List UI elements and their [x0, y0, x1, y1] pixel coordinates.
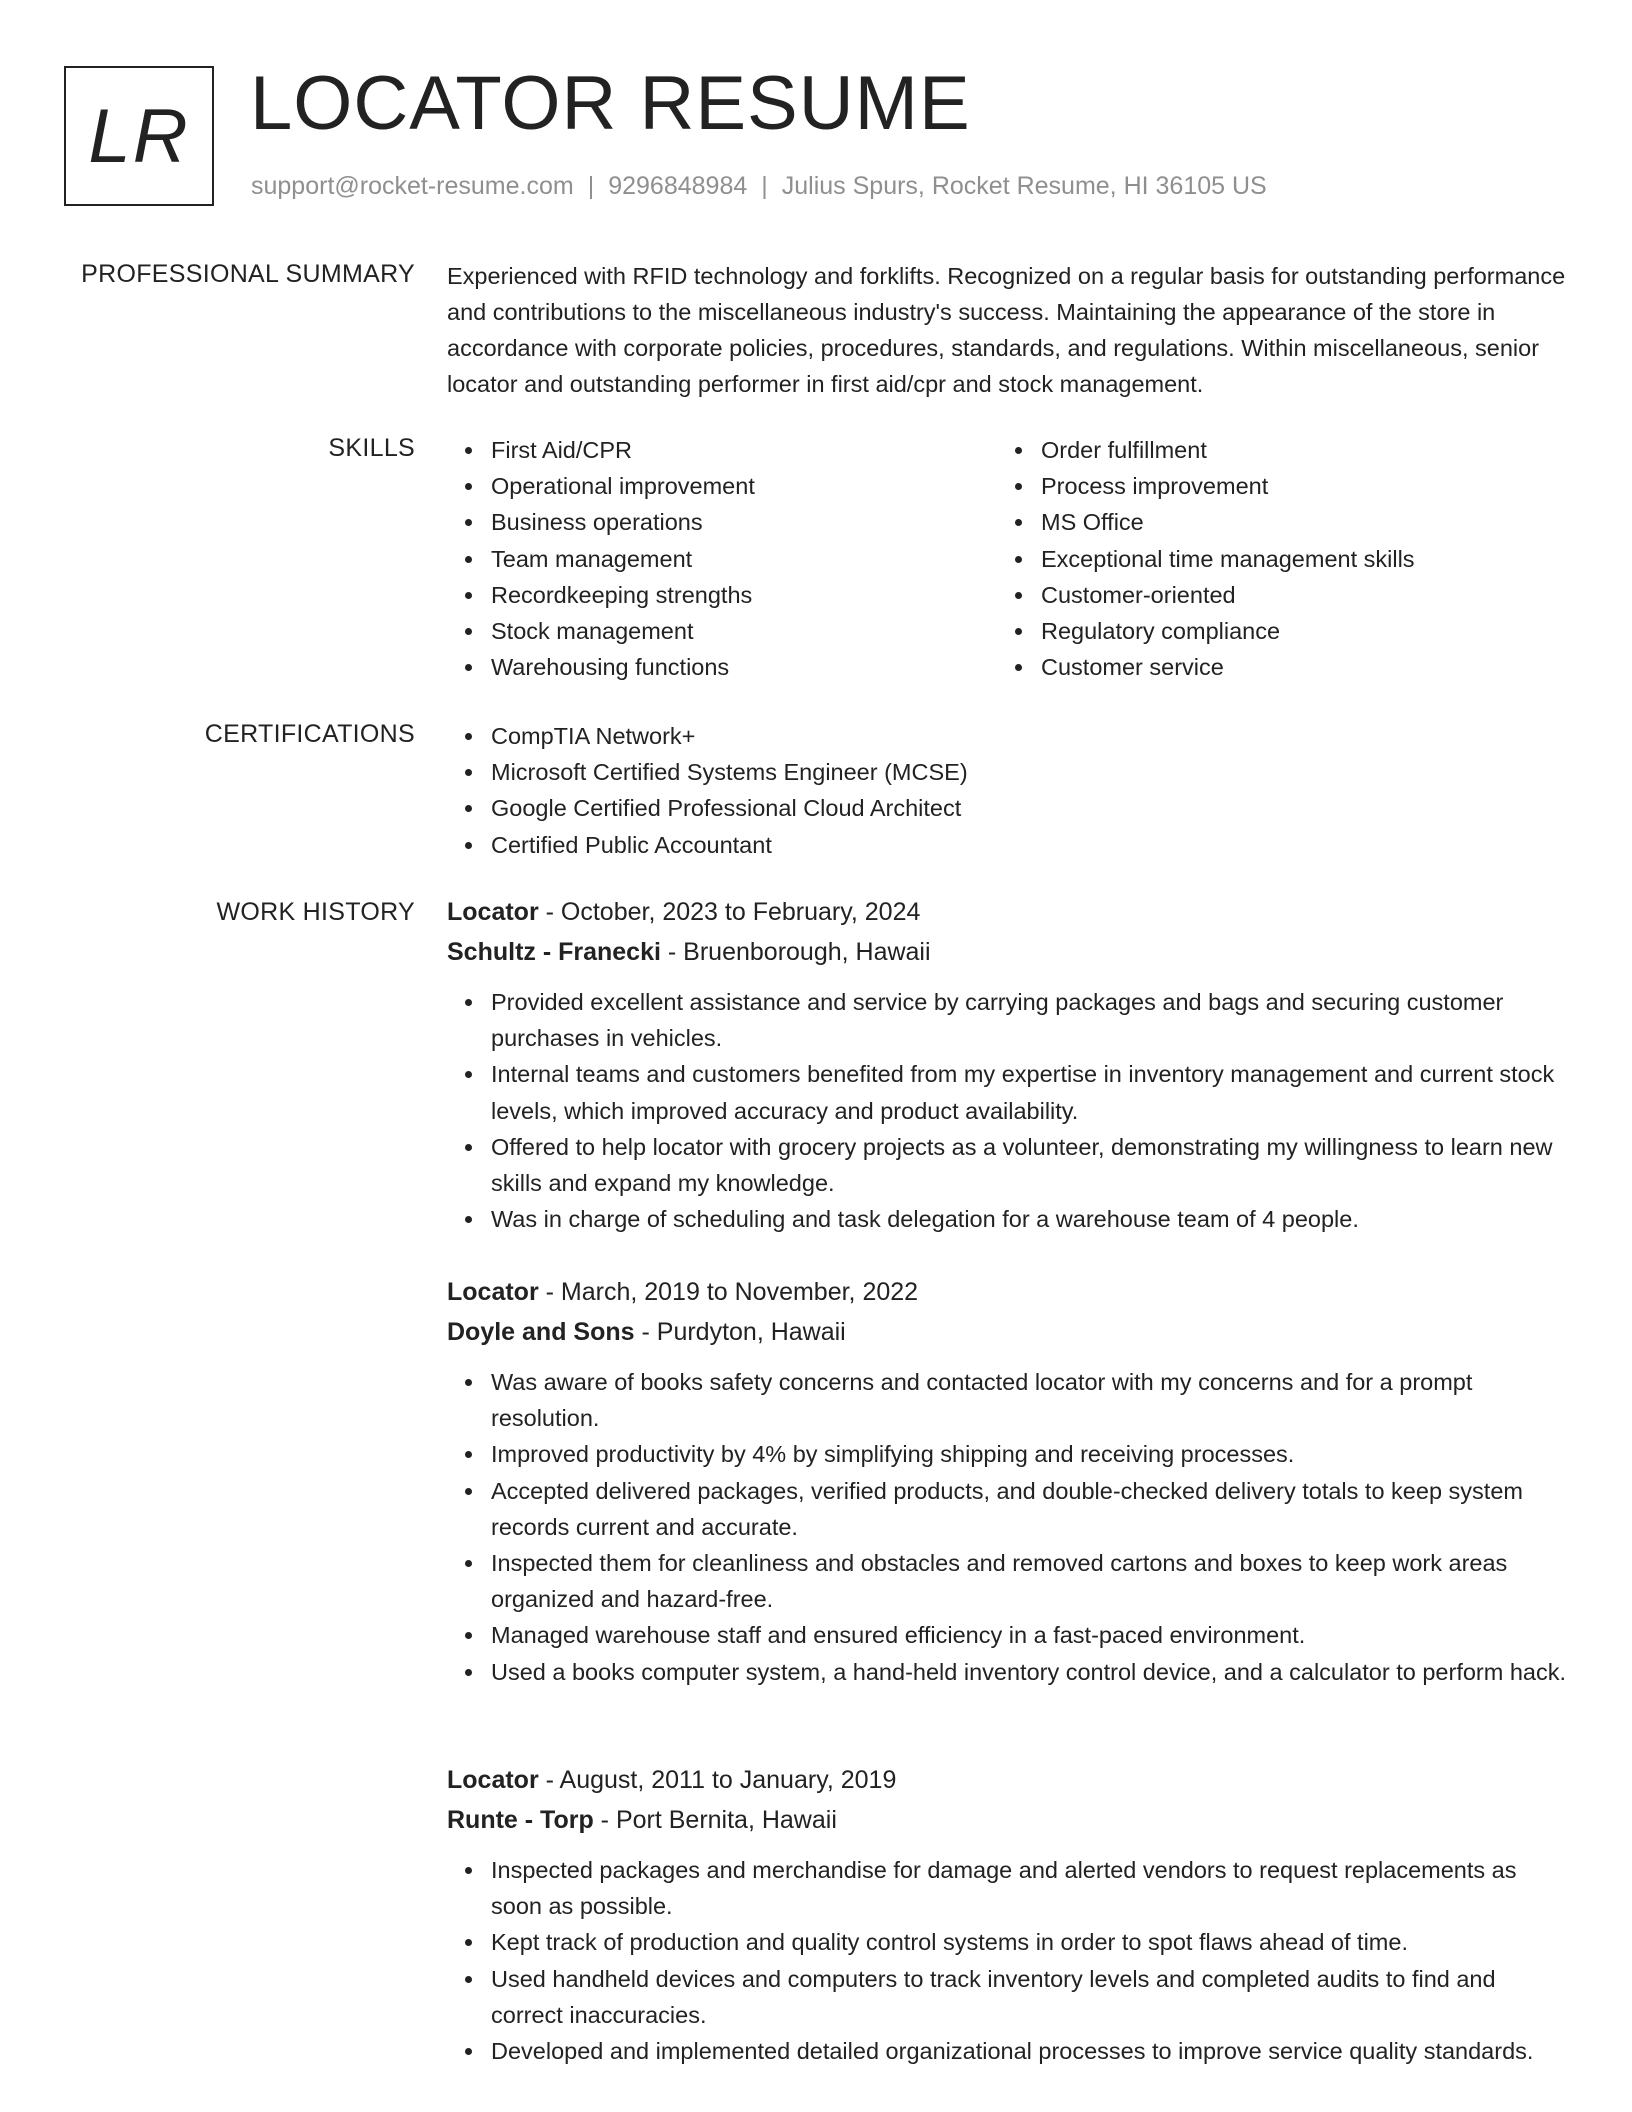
contact-separator: |	[587, 172, 595, 200]
job-bullet-item: Internal teams and customers benefited from my expertise in inventory management and current stock levels, which improved accuracy and product availability.	[491, 1056, 1567, 1128]
job-bullet-item: Developed and implemented detailed organizational processes to improve service quality standards.	[491, 2033, 1567, 2069]
job-dates: - October, 2023 to February, 2024	[538, 898, 921, 926]
section-label-certifications: CERTIFICATIONS	[204, 720, 415, 748]
job-bullet-item: Managed warehouse staff and ensured efficiency in a fast-paced environment.	[491, 1617, 1567, 1653]
skill-item: Regulatory compliance	[1041, 613, 1547, 649]
summary-text: Experienced with RFID technology and forklifts. Recognized on a regular basis for outstanding performance and contributions to the miscellaneous industry's success. Maintaining the appearance of the store in accordance with corporate policies, procedures, standards, and regulations. Within miscellaneous, senior locator and outstanding performer in first aid/cpr and stock management.	[447, 263, 1566, 397]
job-bullet-item: Used a books computer system, a hand-held inventory control device, and a calculator to perform hack.	[491, 1654, 1567, 1690]
job-entry	[447, 1272, 1567, 1690]
job-bullet-item: Inspected them for cleanliness and obstacles and removed cartons and boxes to keep work areas organized and hazard-free.	[491, 1545, 1567, 1617]
job-bullet-item: Provided excellent assistance and service by carrying packages and bags and securing customer purchases in vehicles.	[491, 984, 1567, 1056]
contact-phone: 9296848984	[608, 172, 748, 200]
section-label-work-history: WORK HISTORY	[216, 898, 415, 926]
job-location: - Bruenborough, Hawaii	[660, 938, 931, 966]
skill-item: Stock management	[491, 613, 997, 649]
job-title-line	[447, 1760, 1567, 1800]
skills-list-left	[447, 432, 997, 685]
job-company-line	[447, 1312, 1567, 1352]
job-company: Schultz - Franecki	[447, 938, 661, 966]
skill-item: Customer-oriented	[1041, 577, 1547, 613]
job-bullet-item: Inspected packages and merchandise for damage and alerted vendors to request replacements as soon as possible.	[491, 1852, 1567, 1924]
skills-body	[447, 432, 1567, 685]
job-bullet-item: Was aware of books safety concerns and contacted locator with my concerns and for a prompt resolution.	[491, 1364, 1567, 1436]
job-entry	[447, 892, 1567, 1237]
job-title: Locator	[447, 898, 539, 926]
contact-separator: |	[761, 172, 768, 200]
job-bullet-item: Used handheld devices and computers to track inventory levels and completed audits to find and correct inaccuracies.	[491, 1961, 1567, 2033]
certification-item: CompTIA Network+	[491, 718, 1567, 754]
skill-item: Recordkeeping strengths	[491, 577, 997, 613]
skill-item: MS Office	[1041, 504, 1547, 540]
skill-item: Exceptional time management skills	[1041, 541, 1547, 577]
job-bullet-item: Offered to help locator with grocery projects as a volunteer, demonstrating my willingness to learn new skills and expand my knowledge.	[491, 1129, 1567, 1201]
skills-list-right	[997, 432, 1547, 685]
job-entry	[447, 1760, 1567, 2069]
job-company-line	[447, 932, 1567, 972]
job-company: Doyle and Sons	[447, 1318, 635, 1346]
skill-item: Operational improvement	[491, 468, 997, 504]
job-location: - Purdyton, Hawaii	[634, 1318, 846, 1346]
job-company-line	[447, 1800, 1567, 1840]
monogram-logo: LR	[64, 66, 214, 206]
skills-column-left	[447, 432, 997, 685]
skill-item: Business operations	[491, 504, 997, 540]
job-bullets	[447, 984, 1567, 1237]
section-label-summary: PROFESSIONAL SUMMARY	[81, 260, 415, 288]
certifications-body	[447, 718, 1567, 863]
contact-line	[251, 172, 1267, 201]
job-company: Runte - Torp	[447, 1806, 594, 1834]
certifications-list	[447, 718, 1567, 863]
summary-body	[447, 258, 1567, 402]
resume-header	[64, 61, 1564, 210]
skill-item: Team management	[491, 541, 997, 577]
job-bullet-item: Accepted delivered packages, verified products, and double-checked delivery totals to keep system records current and accurate.	[491, 1473, 1567, 1545]
skill-item: Process improvement	[1041, 468, 1547, 504]
certification-item: Microsoft Certified Systems Engineer (MCSE)	[491, 754, 1567, 790]
skill-item: Warehousing functions	[491, 649, 997, 685]
job-bullets	[447, 1364, 1567, 1690]
certification-item: Certified Public Accountant	[491, 827, 1567, 863]
skills-column-right	[997, 432, 1547, 685]
skill-item: Customer service	[1041, 649, 1547, 685]
skill-item: Order fulfillment	[1041, 432, 1547, 468]
resume-name: LOCATOR RESUME	[250, 61, 971, 146]
job-dates: - August, 2011 to January, 2019	[538, 1766, 897, 1794]
job-title: Locator	[447, 1766, 539, 1794]
skill-item: First Aid/CPR	[491, 432, 997, 468]
job-bullet-item: Improved productivity by 4% by simplifying shipping and receiving processes.	[491, 1436, 1567, 1472]
job-dates: - March, 2019 to November, 2022	[538, 1278, 919, 1306]
job-bullets	[447, 1852, 1567, 2069]
job-title-line	[447, 892, 1567, 932]
job-location: - Port Bernita, Hawaii	[593, 1806, 837, 1834]
job-bullet-item: Kept track of production and quality control systems in order to spot flaws ahead of time.	[491, 1924, 1567, 1960]
contact-address: Julius Spurs, Rocket Resume, HI 36105 US	[781, 172, 1267, 200]
contact-email: support@rocket-resume.com	[251, 172, 574, 200]
certification-item: Google Certified Professional Cloud Architect	[491, 790, 1567, 826]
job-title: Locator	[447, 1278, 539, 1306]
job-title-line	[447, 1272, 1567, 1312]
section-label-skills: SKILLS	[328, 434, 415, 462]
job-bullet-item: Was in charge of scheduling and task delegation for a warehouse team of 4 people.	[491, 1201, 1567, 1237]
